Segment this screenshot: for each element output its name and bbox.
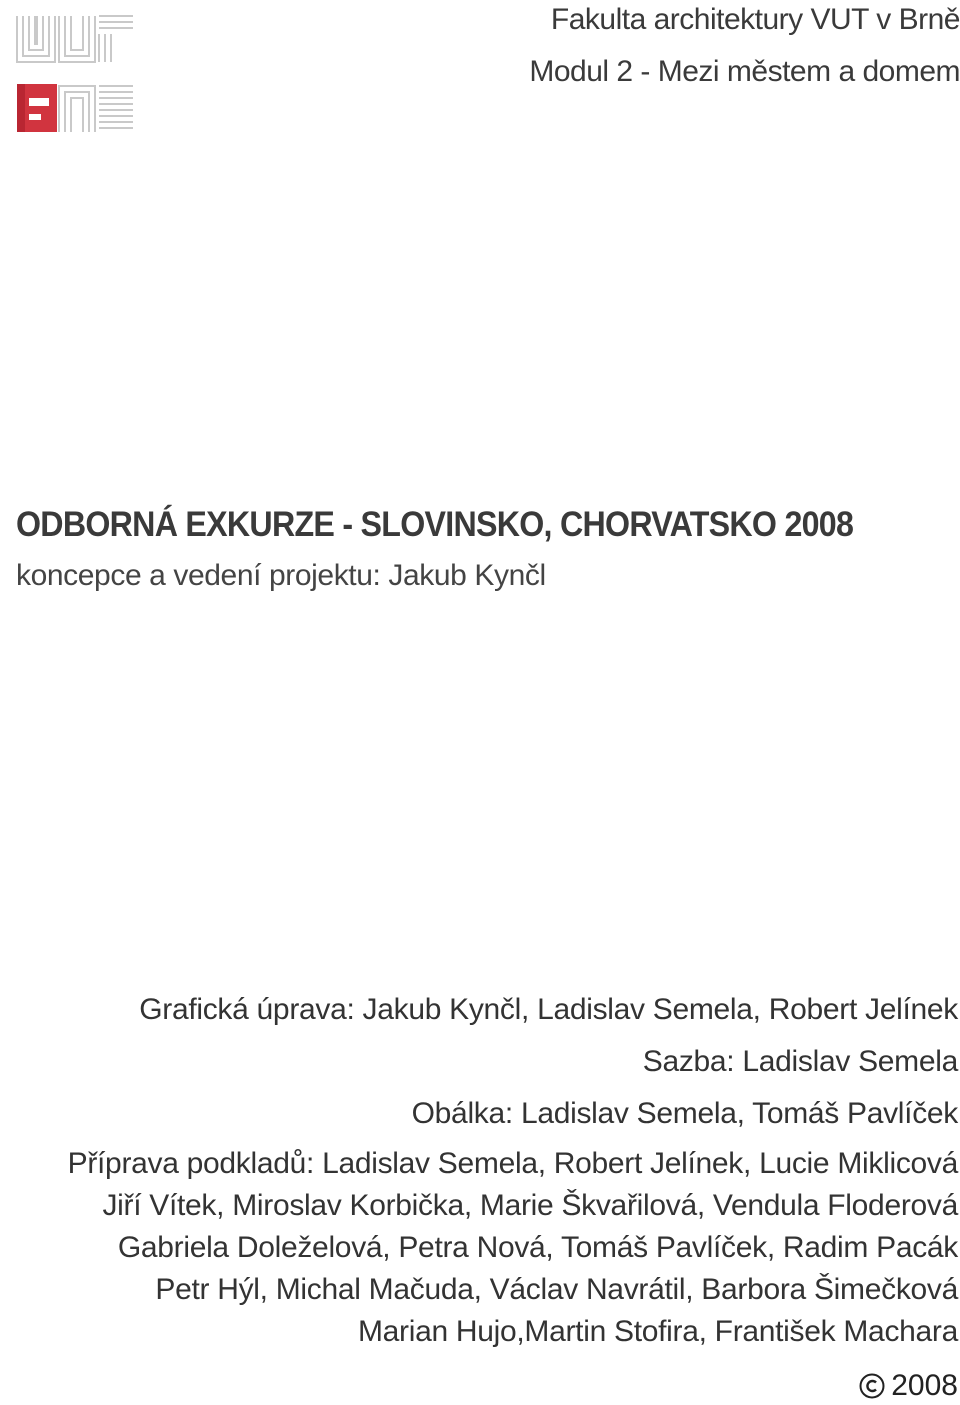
credit-cover: Obálka: Ladislav Semela, Tomáš Pavlíček bbox=[411, 1097, 958, 1130]
credit-typesetting: Sazba: Ladislav Semela bbox=[642, 1045, 958, 1078]
credit-preparation-line: Gabriela Doleželová, Petra Nová, Tomáš Pavlíček, Radim Pacák bbox=[117, 1231, 958, 1264]
credits bbox=[8, 984, 958, 1353]
document-subtitle: koncepce a vedení projektu: Jakub Kynčl bbox=[16, 559, 546, 592]
module-name: Modul 2 - Mezi městem a domem bbox=[529, 55, 960, 88]
credit-preparation-line: Příprava podkladů: Ladislav Semela, Robert Jelínek, Lucie Miklicová bbox=[67, 1147, 958, 1180]
credit-preparation-line: Petr Hýl, Michal Mačuda, Václav Navrátil, Barbora Šimečková bbox=[155, 1273, 958, 1306]
copyright-icon bbox=[859, 1373, 885, 1399]
copyright bbox=[859, 1368, 958, 1404]
credit-preparation-line: Jiří Vítek, Miroslav Korbička, Marie Škvařilová, Vendula Floderová bbox=[102, 1189, 958, 1222]
vut-fa-logo-icon bbox=[15, 14, 135, 134]
credit-preparation-line: Marian Hujo,Martin Stofira, František Machara bbox=[357, 1315, 958, 1348]
institution-name: Fakulta architektury VUT v Brně bbox=[550, 3, 960, 36]
title-block bbox=[16, 503, 946, 598]
header bbox=[260, 0, 960, 98]
credit-graphic-design: Grafická úprava: Jakub Kynčl, Ladislav Semela, Robert Jelínek bbox=[139, 993, 958, 1026]
copyright-year: 2008 bbox=[891, 1369, 958, 1402]
document-title: ODBORNÁ EXKURZE - SLOVINSKO, CHORVATSKO 2008 bbox=[16, 505, 854, 544]
